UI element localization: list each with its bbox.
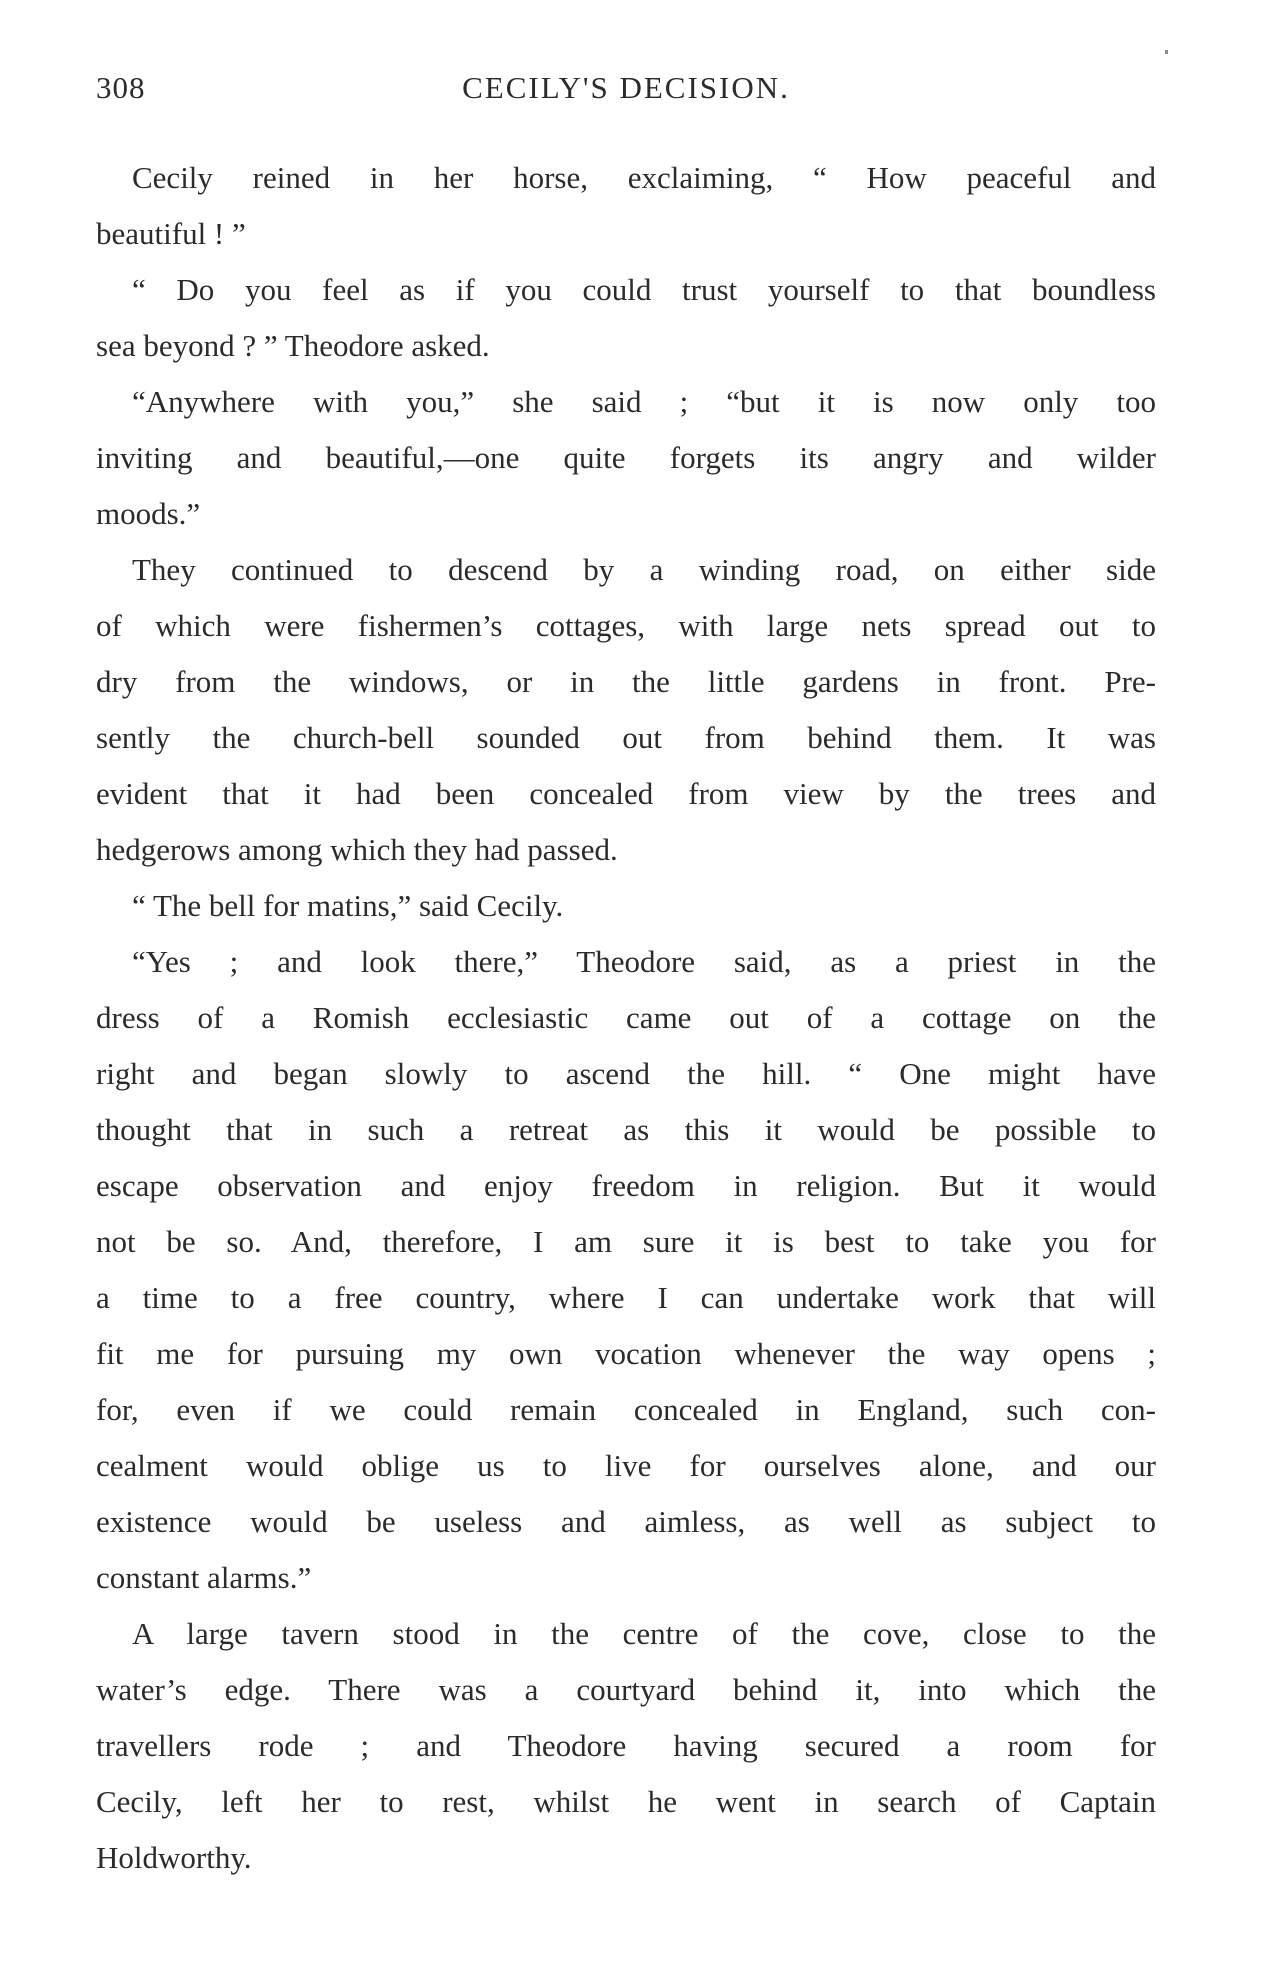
text-line: “Anywhere with you,” she said ; “but it is now only too — [132, 384, 1156, 419]
text-line: “ The bell for matins,” said Cecily. — [132, 888, 564, 923]
text-line: beautiful ! ” — [96, 216, 246, 251]
text-line: They continued to descend by a winding road, on either side — [132, 552, 1156, 587]
running-head — [96, 70, 1156, 120]
text-line: “ Do you feel as if you could trust yourself to that boundless — [132, 272, 1156, 307]
text-line: right and began slowly to ascend the hill. “ One might have — [96, 1056, 1156, 1091]
margin-mark — [1165, 50, 1168, 54]
text-line: Cecily reined in her horse, exclaiming, “ How peaceful and — [132, 160, 1156, 195]
text-line: “Yes ; and look there,” Theodore said, as a priest in the — [132, 944, 1156, 979]
text-line: Cecily, left her to rest, whilst he went in search of Captain — [96, 1784, 1156, 1819]
text-line: A large tavern stood in the centre of the cove, close to the — [132, 1616, 1156, 1651]
text-line: dress of a Romish ecclesiastic came out of a cottage on the — [96, 1000, 1156, 1035]
text-line: a time to a free country, where I can undertake work that will — [96, 1280, 1156, 1315]
text-line: of which were fishermen’s cottages, with large nets spread out to — [96, 608, 1156, 643]
text-line: travellers rode ; and Theodore having secured a room for — [96, 1728, 1156, 1763]
text-line: Holdworthy. — [96, 1840, 252, 1875]
text-line: water’s edge. There was a courtyard behind it, into which the — [96, 1672, 1156, 1707]
text-line: constant alarms.” — [96, 1560, 312, 1595]
text-line: dry from the windows, or in the little gardens in front. Pre- — [96, 664, 1156, 699]
text-line: existence would be useless and aimless, as well as subject to — [96, 1504, 1156, 1539]
text-line: thought that in such a retreat as this it would be possible to — [96, 1112, 1156, 1147]
text-line: not be so. And, therefore, I am sure it is best to take you for — [96, 1224, 1156, 1259]
text-line: evident that it had been concealed from view by the trees and — [96, 776, 1156, 811]
text-line: sently the church-bell sounded out from behind them. It was — [96, 720, 1156, 755]
chapter-title: CECILY'S DECISION. — [462, 70, 790, 105]
text-line: cealment would oblige us to live for ourselves alone, and our — [96, 1448, 1156, 1483]
text-line: moods.” — [96, 496, 201, 531]
body-text — [96, 150, 1156, 1886]
text-line: fit me for pursuing my own vocation whenever the way opens ; — [96, 1336, 1156, 1371]
text-line: sea beyond ? ” Theodore asked. — [96, 328, 490, 363]
text-line: escape observation and enjoy freedom in religion. But it would — [96, 1168, 1156, 1203]
page-number: 308 — [96, 70, 146, 105]
text-line: for, even if we could remain concealed in England, such con- — [96, 1392, 1156, 1427]
text-line: inviting and beautiful,—one quite forgets its angry and wilder — [96, 440, 1156, 475]
text-line: hedgerows among which they had passed. — [96, 832, 618, 867]
